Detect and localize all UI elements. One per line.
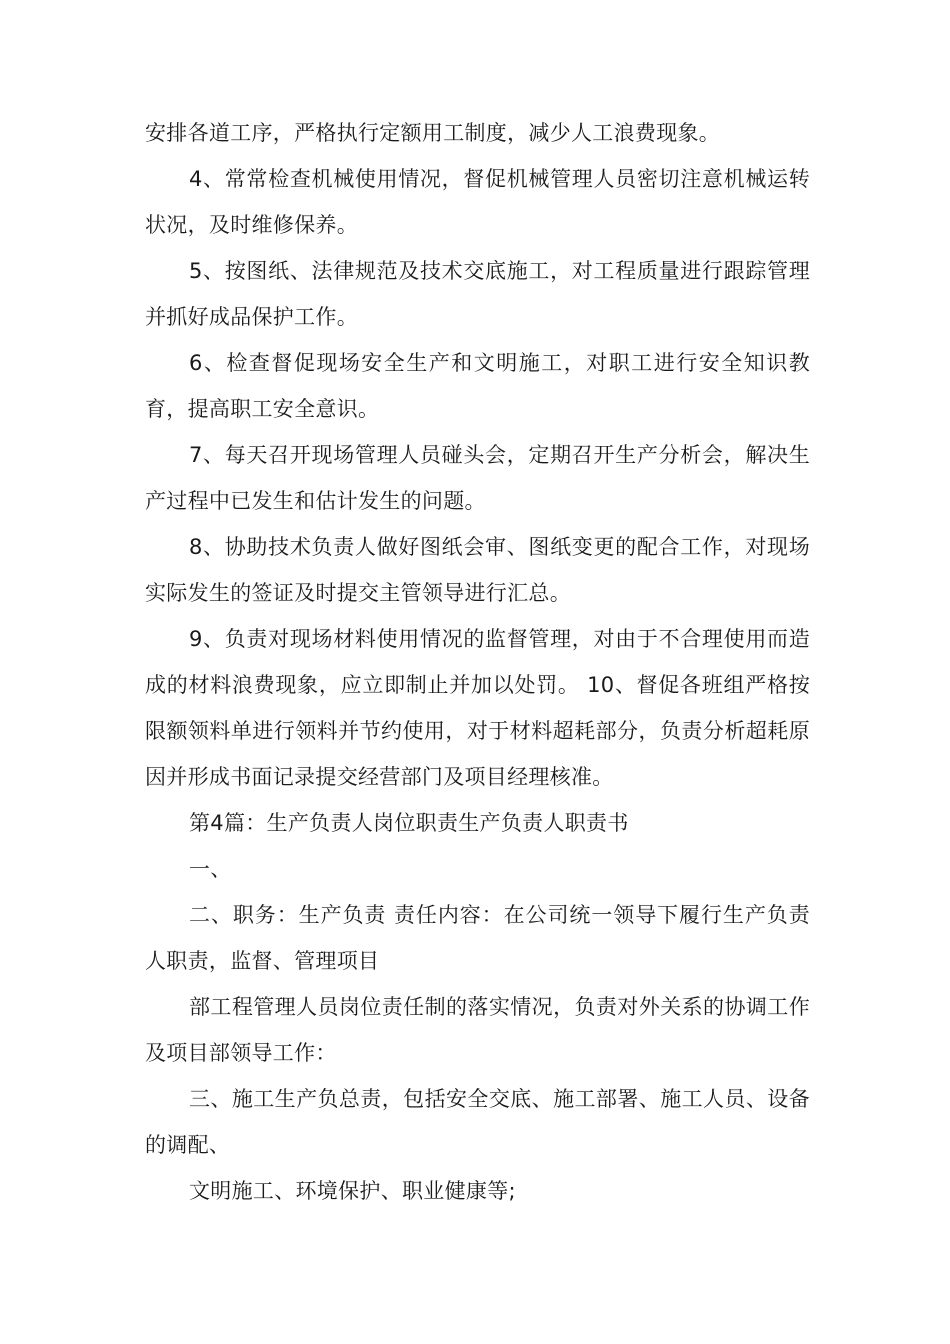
paragraph-item-9-10: 9、负责对现场材料使用情况的监督管理，对由于不合理使用而造成的材料浪费现象，应立即制止并加以处罚。 10、督促各班组严格按限额领料单进行领料并节约使用，对于材料超耗部分，负责分析超耗原因并形成书面记录提交经营部门及项目经理核准。 <box>145 627 810 789</box>
paragraph-item-7: 7、每天召开现场管理人员碰头会，定期召开生产分析会，解决生产过程中已发生和估计发生的问题。 <box>145 443 810 513</box>
paragraph-section-two: 二、职务：生产负责 责任内容：在公司统一领导下履行生产负责人职责，监督、管理项目 <box>145 903 810 973</box>
paragraph-section-two-continued: 部工程管理人员岗位责任制的落实情况，负责对外关系的协调工作及项目部领导工作： <box>145 995 810 1065</box>
section-heading: 第4篇：生产负责人岗位职责生产负责人职责书 <box>189 811 629 835</box>
document-body <box>145 110 810 1214</box>
paragraph-item-4: 4、常常检查机械使用情况，督促机械管理人员密切注意机械运转状况，及时维修保养。 <box>145 167 810 237</box>
paragraph-section-three: 三、施工生产负总责，包括安全交底、施工部署、施工人员、设备的调配、 <box>145 1087 810 1157</box>
paragraph-item-8: 8、协助技术负责人做好图纸会审、图纸变更的配合工作，对现场实际发生的签证及时提交主管领导进行汇总。 <box>145 535 810 605</box>
paragraph-section-one: 一、 <box>189 857 232 881</box>
paragraph-item-6: 6、检查督促现场安全生产和文明施工，对职工进行安全知识教育，提高职工安全意识。 <box>145 351 810 421</box>
paragraph-section-three-continued: 文明施工、环境保护、职业健康等; <box>189 1179 516 1203</box>
paragraph-item-5: 5、按图纸、法律规范及技术交底施工，对工程质量进行跟踪管理并抓好成品保护工作。 <box>145 259 810 329</box>
paragraph-continuation: 安排各道工序，严格执行定额用工制度，减少人工浪费现象。 <box>145 121 721 145</box>
